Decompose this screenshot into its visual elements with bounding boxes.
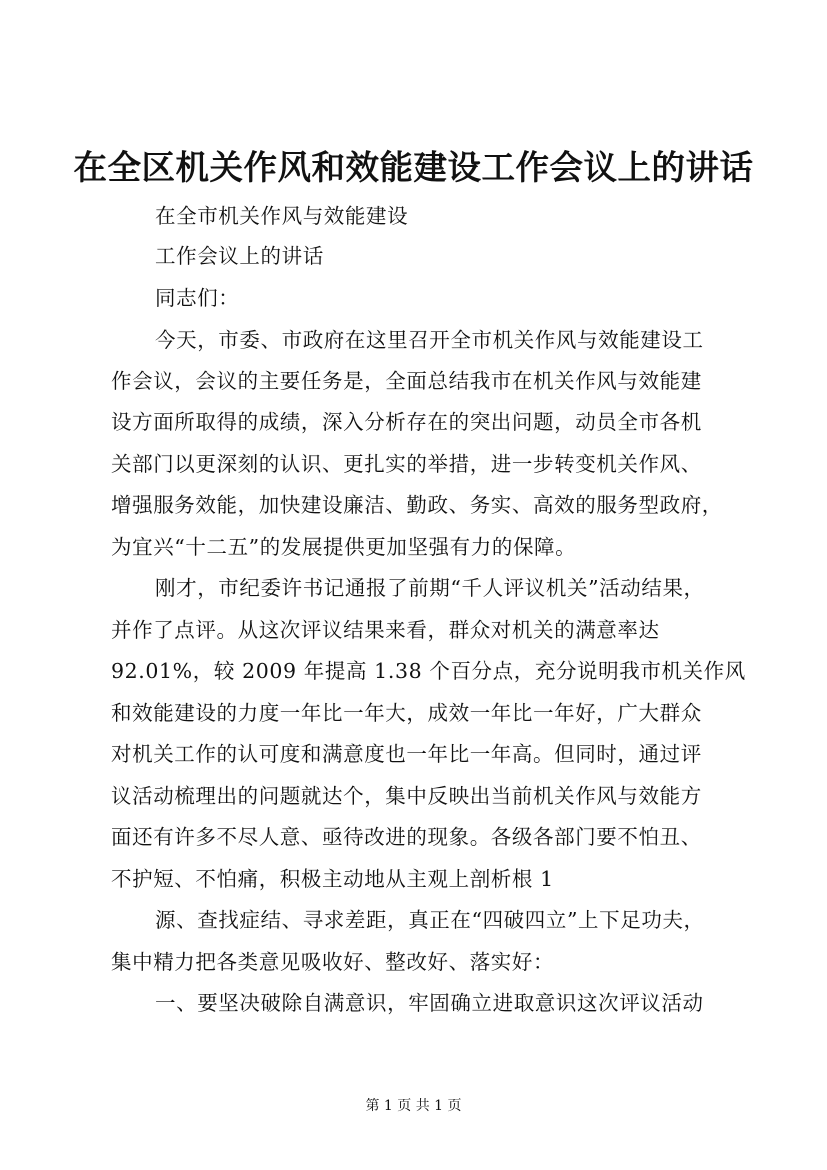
body-line: 作会议，会议的主要任务是，全面总结我市在机关作风与效能建 [111,369,702,393]
page-footer: 第 1 页 共 1 页 [365,1098,462,1114]
body-line: 今天，市委、市政府在这里召开全市机关作风与效能建设工 [155,328,704,352]
body-line: 为宜兴“十二五”的发展提供更加坚强有力的保障。 [111,535,577,559]
body-line: 议活动梳理出的问题就达个，集中反映出当前机关作风与效能方 [111,784,702,808]
subtitle-line-1: 在全市机关作风与效能建设 [155,204,409,228]
body-line: 不护短、不怕痛，积极主动地从主观上剖析根 1 [111,867,554,891]
body-line: 源、查找症结、寻求差距，真正在“四破四立”上下足功夫， [155,908,705,932]
body-line: 92.01%，较 2009 年提高 1.38 个百分点，充分说明我市机关作风 [111,659,746,683]
body-line: 对机关工作的认可度和满意度也一年比一年高。但同时，通过评 [111,742,702,766]
subtitle-line-2: 工作会议上的讲话 [155,244,324,268]
body-line: 关部门以更深刻的认识、更扎实的举措，进一步转变机关作风、 [111,452,702,476]
body-line: 设方面所取得的成绩，深入分析存在的突出问题，动员全市各机 [111,410,702,434]
salutation: 同志们： [155,286,240,310]
body-line: 面还有许多不尽人意、亟待改进的现象。各级各部门要不怕丑、 [111,825,702,849]
body-line: 刚才，市纪委许书记通报了前期“千人评议机关”活动结果， [155,576,705,600]
body-line: 并作了点评。从这次评议结果来看，群众对机关的满意率达 [111,618,660,642]
document-title: 在全区机关作风和效能建设工作会议上的讲话 [73,148,754,187]
body-line: 和效能建设的力度一年比一年大，成效一年比一年好，广大群众 [111,701,702,725]
body-line: 一、要坚决破除自满意识，牢固确立进取意识这次评议活动 [155,991,704,1015]
body-line: 集中精力把各类意见吸收好、整改好、落实好： [111,950,555,974]
body-line: 增强服务效能，加快建设廉洁、勤政、务实、高效的服务型政府， [111,493,723,517]
